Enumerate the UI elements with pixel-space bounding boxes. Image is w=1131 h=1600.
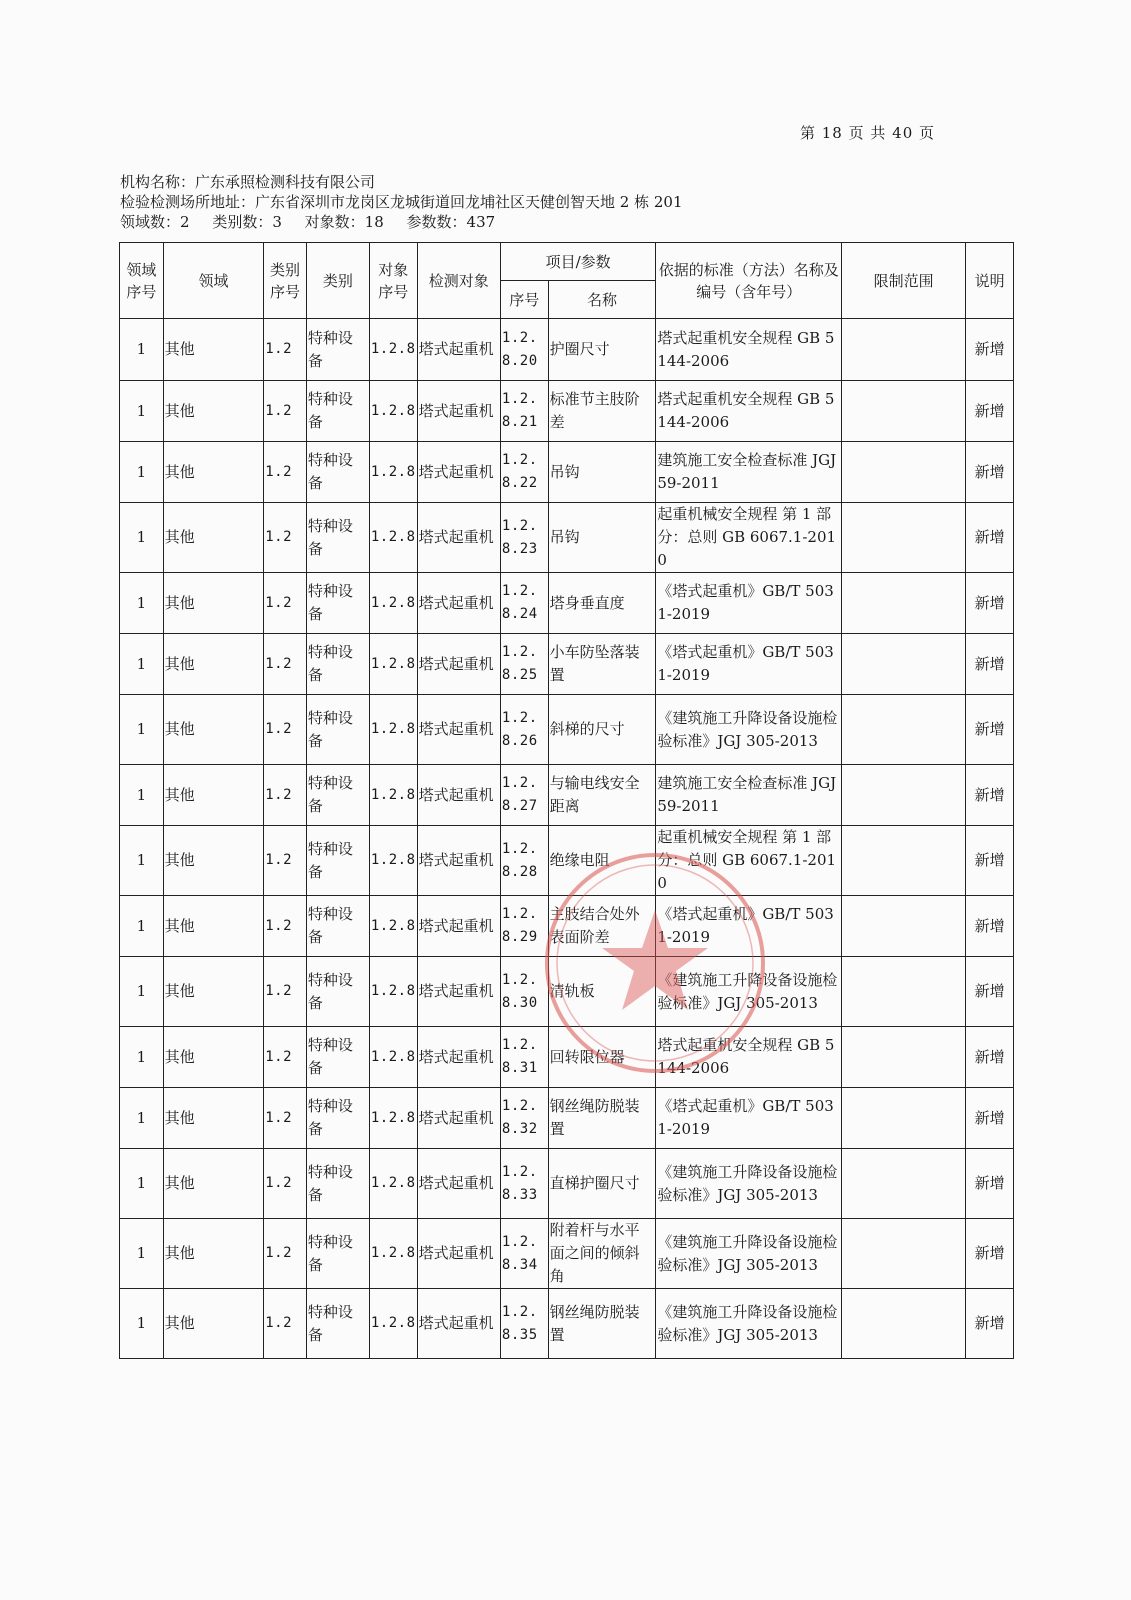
header-domain: 领域 <box>163 243 264 319</box>
cell-limit <box>842 573 966 634</box>
cell-limit <box>842 503 966 573</box>
cell-standard: 《塔式起重机》GB/T 5031-2019 <box>656 573 842 634</box>
cell-item-no: 1.2.8.33 <box>500 1149 548 1219</box>
object-count: 对象数：18 <box>304 213 384 231</box>
cell-category-no: 1.2 <box>264 695 307 765</box>
cell-item-no: 1.2.8.35 <box>500 1289 548 1359</box>
cell-category-no: 1.2 <box>264 573 307 634</box>
cell-category-no: 1.2 <box>264 503 307 573</box>
cell-note: 新增 <box>966 765 1014 826</box>
param-count: 参数数：437 <box>406 213 496 231</box>
cell-domain: 其他 <box>163 634 264 695</box>
cell-item-no: 1.2.8.34 <box>500 1219 548 1289</box>
header-object: 检测对象 <box>417 243 500 319</box>
cell-item-no: 1.2.8.28 <box>500 826 548 896</box>
cell-domain: 其他 <box>163 765 264 826</box>
cell-item-name: 护圈尺寸 <box>548 319 656 381</box>
category-count: 类别数：3 <box>212 213 282 231</box>
table-row <box>120 319 1014 381</box>
page-number: 第 18 页 共 40 页 <box>800 124 936 142</box>
cell-object-no: 1.2.8 <box>369 381 417 442</box>
cell-domain: 其他 <box>163 1219 264 1289</box>
header-limit: 限制范围 <box>842 243 966 319</box>
header-item-param: 项目/参数 <box>500 243 655 281</box>
cell-object: 塔式起重机 <box>417 381 500 442</box>
cell-domain: 其他 <box>163 1027 264 1088</box>
cell-category: 特种设备 <box>306 573 369 634</box>
cell-standard: 建筑施工安全检查标准 JGJ 59-2011 <box>656 765 842 826</box>
cell-object: 塔式起重机 <box>417 1289 500 1359</box>
table-row <box>120 896 1014 957</box>
cell-note: 新增 <box>966 1219 1014 1289</box>
cell-item-no: 1.2.8.30 <box>500 957 548 1027</box>
cell-object: 塔式起重机 <box>417 503 500 573</box>
cell-object: 塔式起重机 <box>417 1219 500 1289</box>
cell-domain-no: 1 <box>120 634 164 695</box>
cell-domain-no: 1 <box>120 957 164 1027</box>
org-name: 机构名称：广东承照检测科技有限公司 <box>120 173 376 191</box>
cell-object-no: 1.2.8 <box>369 573 417 634</box>
table-row <box>120 442 1014 503</box>
cell-object: 塔式起重机 <box>417 442 500 503</box>
cell-category-no: 1.2 <box>264 319 307 381</box>
domain-count: 领域数：2 <box>120 213 190 231</box>
cell-object: 塔式起重机 <box>417 1088 500 1149</box>
cell-domain-no: 1 <box>120 1149 164 1219</box>
cell-category: 特种设备 <box>306 957 369 1027</box>
cell-item-name: 塔身垂直度 <box>548 573 656 634</box>
cell-domain: 其他 <box>163 319 264 381</box>
cell-domain-no: 1 <box>120 1219 164 1289</box>
cell-category-no: 1.2 <box>264 1289 307 1359</box>
cell-item-name: 吊钩 <box>548 442 656 503</box>
cell-domain-no: 1 <box>120 826 164 896</box>
cell-domain: 其他 <box>163 1149 264 1219</box>
cell-item-no: 1.2.8.26 <box>500 695 548 765</box>
cell-note: 新增 <box>966 1027 1014 1088</box>
cell-domain-no: 1 <box>120 503 164 573</box>
cell-category-no: 1.2 <box>264 381 307 442</box>
cell-standard: 《建筑施工升降设备设施检验标准》JGJ 305-2013 <box>656 1149 842 1219</box>
header-category-no: 类别序号 <box>264 243 307 319</box>
cell-item-no: 1.2.8.23 <box>500 503 548 573</box>
table-row <box>120 765 1014 826</box>
cell-item-name: 钢丝绳防脱装置 <box>548 1088 656 1149</box>
cell-note: 新增 <box>966 573 1014 634</box>
cell-standard: 建筑施工安全检查标准 JGJ 59-2011 <box>656 442 842 503</box>
cell-object: 塔式起重机 <box>417 634 500 695</box>
table-row <box>120 1219 1014 1289</box>
cell-item-name: 附着杆与水平面之间的倾斜角 <box>548 1219 656 1289</box>
cell-category-no: 1.2 <box>264 1027 307 1088</box>
cell-item-name: 与输电线安全距离 <box>548 765 656 826</box>
cell-domain: 其他 <box>163 381 264 442</box>
table-row <box>120 1027 1014 1088</box>
cell-item-name: 主肢结合处外表面阶差 <box>548 896 656 957</box>
cell-standard: 起重机械安全规程 第 1 部分：总则 GB 6067.1-2010 <box>656 503 842 573</box>
cell-domain: 其他 <box>163 442 264 503</box>
cell-category: 特种设备 <box>306 765 369 826</box>
cell-limit <box>842 765 966 826</box>
cell-object: 塔式起重机 <box>417 826 500 896</box>
cell-category: 特种设备 <box>306 1149 369 1219</box>
cell-limit <box>842 381 966 442</box>
cell-note: 新增 <box>966 1289 1014 1359</box>
cell-object: 塔式起重机 <box>417 765 500 826</box>
cell-category: 特种设备 <box>306 1219 369 1289</box>
cell-limit <box>842 1149 966 1219</box>
cell-note: 新增 <box>966 319 1014 381</box>
cell-domain-no: 1 <box>120 1088 164 1149</box>
table-row <box>120 1088 1014 1149</box>
side-stamp-mark <box>1070 640 1120 840</box>
counts-line <box>120 212 682 232</box>
cell-limit <box>842 442 966 503</box>
cell-item-name: 斜梯的尺寸 <box>548 695 656 765</box>
cell-domain-no: 1 <box>120 765 164 826</box>
site-address: 检验检测场所地址：广东省深圳市龙岗区龙城街道回龙埔社区天健创智天地 2 栋 201 <box>120 193 683 211</box>
cell-limit <box>842 826 966 896</box>
header-block <box>120 172 682 232</box>
cell-object-no: 1.2.8 <box>369 896 417 957</box>
cell-object-no: 1.2.8 <box>369 826 417 896</box>
cell-standard: 《建筑施工升降设备设施检验标准》JGJ 305-2013 <box>656 957 842 1027</box>
cell-item-no: 1.2.8.29 <box>500 896 548 957</box>
header-item-no: 序号 <box>500 281 548 319</box>
cell-note: 新增 <box>966 442 1014 503</box>
cell-item-no: 1.2.8.32 <box>500 1088 548 1149</box>
cell-object: 塔式起重机 <box>417 896 500 957</box>
cell-object-no: 1.2.8 <box>369 1027 417 1088</box>
cell-domain-no: 1 <box>120 381 164 442</box>
cell-category: 特种设备 <box>306 319 369 381</box>
cell-domain-no: 1 <box>120 1289 164 1359</box>
cell-note: 新增 <box>966 503 1014 573</box>
table-row <box>120 1289 1014 1359</box>
cell-domain-no: 1 <box>120 319 164 381</box>
cell-item-no: 1.2.8.27 <box>500 765 548 826</box>
cell-category: 特种设备 <box>306 1088 369 1149</box>
cell-standard: 《塔式起重机》GB/T 5031-2019 <box>656 896 842 957</box>
header-item-name: 名称 <box>548 281 656 319</box>
cell-object: 塔式起重机 <box>417 957 500 1027</box>
cell-object: 塔式起重机 <box>417 695 500 765</box>
cell-object-no: 1.2.8 <box>369 503 417 573</box>
cell-domain-no: 1 <box>120 896 164 957</box>
cell-category: 特种设备 <box>306 1027 369 1088</box>
cell-limit <box>842 319 966 381</box>
cell-object-no: 1.2.8 <box>369 957 417 1027</box>
table-row <box>120 695 1014 765</box>
cell-object-no: 1.2.8 <box>369 634 417 695</box>
cell-standard: 塔式起重机安全规程 GB 5144-2006 <box>656 1027 842 1088</box>
table-row <box>120 826 1014 896</box>
cell-note: 新增 <box>966 826 1014 896</box>
cell-object-no: 1.2.8 <box>369 1219 417 1289</box>
cell-category: 特种设备 <box>306 896 369 957</box>
cell-domain-no: 1 <box>120 573 164 634</box>
cell-standard: 《塔式起重机》GB/T 5031-2019 <box>656 1088 842 1149</box>
cell-domain: 其他 <box>163 1088 264 1149</box>
cell-category: 特种设备 <box>306 634 369 695</box>
table-row <box>120 1149 1014 1219</box>
cell-limit <box>842 1088 966 1149</box>
cell-standard: 《塔式起重机》GB/T 5031-2019 <box>656 634 842 695</box>
cell-item-name: 标准节主肢阶差 <box>548 381 656 442</box>
cell-category-no: 1.2 <box>264 826 307 896</box>
cell-category-no: 1.2 <box>264 765 307 826</box>
cell-category: 特种设备 <box>306 826 369 896</box>
cell-object: 塔式起重机 <box>417 319 500 381</box>
cell-item-no: 1.2.8.25 <box>500 634 548 695</box>
cell-category: 特种设备 <box>306 381 369 442</box>
cell-standard: 塔式起重机安全规程 GB 5144-2006 <box>656 381 842 442</box>
cell-category-no: 1.2 <box>264 896 307 957</box>
cell-item-name: 绝缘电阻 <box>548 826 656 896</box>
cell-domain-no: 1 <box>120 1027 164 1088</box>
cell-object-no: 1.2.8 <box>369 1088 417 1149</box>
header-note: 说明 <box>966 243 1014 319</box>
cell-limit <box>842 695 966 765</box>
cell-category-no: 1.2 <box>264 442 307 503</box>
cell-note: 新增 <box>966 381 1014 442</box>
table-row <box>120 634 1014 695</box>
cell-domain-no: 1 <box>120 695 164 765</box>
cell-object-no: 1.2.8 <box>369 1289 417 1359</box>
cell-limit <box>842 896 966 957</box>
cell-category-no: 1.2 <box>264 1219 307 1289</box>
cell-standard: 起重机械安全规程 第 1 部分：总则 GB 6067.1-2010 <box>656 826 842 896</box>
cell-object: 塔式起重机 <box>417 1149 500 1219</box>
table-row <box>120 381 1014 442</box>
scope-table <box>119 242 1014 1359</box>
table-row <box>120 957 1014 1027</box>
header-domain-no: 领域序号 <box>120 243 164 319</box>
header-standard: 依据的标准（方法）名称及编号（含年号） <box>656 243 842 319</box>
cell-object-no: 1.2.8 <box>369 1149 417 1219</box>
cell-item-name: 钢丝绳防脱装置 <box>548 1289 656 1359</box>
cell-domain: 其他 <box>163 1289 264 1359</box>
cell-object-no: 1.2.8 <box>369 695 417 765</box>
cell-domain: 其他 <box>163 826 264 896</box>
cell-note: 新增 <box>966 1149 1014 1219</box>
cell-limit <box>842 1289 966 1359</box>
cell-note: 新增 <box>966 957 1014 1027</box>
cell-object-no: 1.2.8 <box>369 319 417 381</box>
cell-item-no: 1.2.8.20 <box>500 319 548 381</box>
cell-category: 特种设备 <box>306 695 369 765</box>
cell-domain: 其他 <box>163 695 264 765</box>
cell-item-name: 小车防坠落装置 <box>548 634 656 695</box>
cell-standard: 《建筑施工升降设备设施检验标准》JGJ 305-2013 <box>656 1289 842 1359</box>
cell-category-no: 1.2 <box>264 634 307 695</box>
cell-limit <box>842 957 966 1027</box>
cell-domain: 其他 <box>163 957 264 1027</box>
cell-limit <box>842 1219 966 1289</box>
cell-domain-no: 1 <box>120 442 164 503</box>
cell-limit <box>842 1027 966 1088</box>
table-row <box>120 503 1014 573</box>
cell-item-no: 1.2.8.24 <box>500 573 548 634</box>
header-category: 类别 <box>306 243 369 319</box>
cell-domain: 其他 <box>163 503 264 573</box>
cell-standard: 《建筑施工升降设备设施检验标准》JGJ 305-2013 <box>656 695 842 765</box>
cell-item-no: 1.2.8.22 <box>500 442 548 503</box>
cell-object: 塔式起重机 <box>417 573 500 634</box>
cell-limit <box>842 634 966 695</box>
cell-object: 塔式起重机 <box>417 1027 500 1088</box>
cell-note: 新增 <box>966 634 1014 695</box>
cell-item-name: 直梯护圈尺寸 <box>548 1149 656 1219</box>
cell-category-no: 1.2 <box>264 957 307 1027</box>
cell-category-no: 1.2 <box>264 1149 307 1219</box>
cell-item-name: 清轨板 <box>548 957 656 1027</box>
cell-item-no: 1.2.8.21 <box>500 381 548 442</box>
cell-object-no: 1.2.8 <box>369 765 417 826</box>
cell-note: 新增 <box>966 896 1014 957</box>
cell-note: 新增 <box>966 1088 1014 1149</box>
cell-standard: 《建筑施工升降设备设施检验标准》JGJ 305-2013 <box>656 1219 842 1289</box>
cell-category: 特种设备 <box>306 503 369 573</box>
cell-domain: 其他 <box>163 896 264 957</box>
cell-item-name: 吊钩 <box>548 503 656 573</box>
cell-item-name: 回转限位器 <box>548 1027 656 1088</box>
cell-domain: 其他 <box>163 573 264 634</box>
cell-category: 特种设备 <box>306 442 369 503</box>
cell-category: 特种设备 <box>306 1289 369 1359</box>
cell-category-no: 1.2 <box>264 1088 307 1149</box>
header-object-no: 对象序号 <box>369 243 417 319</box>
cell-standard: 塔式起重机安全规程 GB 5144-2006 <box>656 319 842 381</box>
cell-item-no: 1.2.8.31 <box>500 1027 548 1088</box>
cell-object-no: 1.2.8 <box>369 442 417 503</box>
cell-note: 新增 <box>966 695 1014 765</box>
table-row <box>120 573 1014 634</box>
